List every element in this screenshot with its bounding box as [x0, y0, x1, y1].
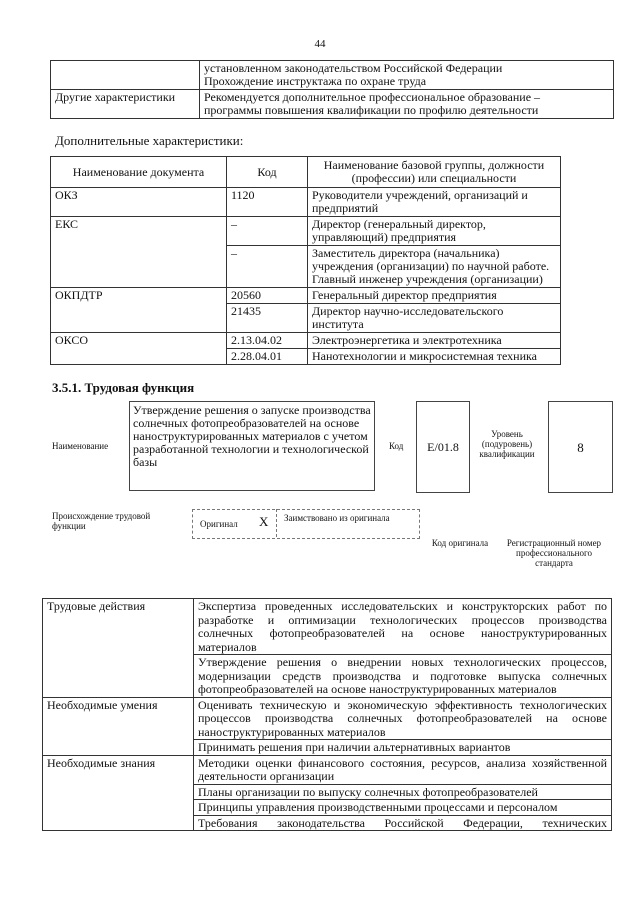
row-value — [200, 61, 614, 90]
table-row — [51, 333, 561, 349]
code-value-box — [416, 401, 470, 493]
table-header-row — [51, 157, 561, 188]
row-line: Прохождение инструктажа по охране труда — [204, 74, 427, 88]
cell-name: Директор научно-исследовательского института — [308, 304, 561, 333]
level-label: Уровень (подуровень) квалификации — [479, 429, 535, 459]
name-label: Наименование — [52, 441, 109, 451]
knowledge-label: Необходимые знания — [43, 755, 194, 831]
table-row — [43, 599, 612, 655]
row-label — [51, 61, 200, 90]
cell-code: 21435 — [227, 304, 308, 333]
knowledge-item: Методики оценки финансового состояния, ресурсов, анализа хозяйственной деятельности организации — [194, 755, 612, 784]
code-label: Код — [389, 441, 404, 451]
cell-name: Генеральный директор предприятия — [308, 288, 561, 304]
table-row — [43, 755, 612, 784]
cell-doc: ОКЗ — [51, 188, 227, 217]
skills-label: Необходимые умения — [43, 697, 194, 755]
row-value — [200, 90, 614, 119]
header-name: Наименование базовой группы, должности (профессии) или специальности — [308, 157, 561, 188]
origin-label: Происхождение трудовой функции — [52, 511, 151, 531]
cell-code: – — [227, 246, 308, 288]
knowledge-item-text: Требования законодательства Российской Федерации, технических — [198, 815, 607, 830]
origin-divider — [276, 509, 278, 537]
code-value: E/01.8 — [427, 439, 459, 454]
cell-doc: ЕКС — [51, 217, 227, 288]
actions-label: Трудовые действия — [43, 599, 194, 698]
cell-code: 2.13.04.02 — [227, 333, 308, 349]
cell-code: – — [227, 217, 308, 246]
page-number: 44 — [314, 38, 326, 50]
cell-code: 2.28.04.01 — [227, 349, 308, 365]
function-details-table — [42, 598, 612, 831]
table-row — [43, 697, 612, 740]
cell-name: Руководители учреждений, организаций и предприятий — [308, 188, 561, 217]
row-line: Рекомендуется дополнительное профессиональное образование – — [204, 90, 541, 104]
header-code: Код — [227, 157, 308, 188]
cell-name: Нанотехнологии и микросистемная техника — [308, 349, 561, 365]
cell-name: Электроэнергетика и электротехника — [308, 333, 561, 349]
table-row — [51, 61, 614, 90]
cell-name: Директор (генеральный директор, управляющий) предприятия — [308, 217, 561, 246]
top-characteristics-table — [50, 60, 614, 119]
row-line: программы повышения квалификации по профилю деятельности — [204, 103, 539, 117]
cell-name: Заместитель директора (начальника) учреждения (организации) по научной работе. Главный инженер учреждения (организации) — [308, 246, 561, 288]
section-title: 3.5.1. Трудовая функция — [52, 380, 195, 395]
level-value: 8 — [577, 439, 584, 455]
table-row — [51, 288, 561, 304]
cell-doc: ОКПДТР — [51, 288, 227, 333]
knowledge-item: Принципы управления производственными процессами и персоналом — [194, 800, 612, 816]
function-name-box: Утверждение решения о запуске производства солнечных фотопреобразователей на основе наноструктурированных материалов с учетом разработанной технологии и технологической базы — [129, 401, 375, 491]
original-label: Оригинал — [200, 519, 238, 529]
header-document: Наименование документа — [51, 157, 227, 188]
level-value-box — [548, 401, 613, 493]
cell-code: 1120 — [227, 188, 308, 217]
action-item: Утверждение решения о внедрении новых технологических процессов, модернизации средств производства и подготовке выпуска солнечных фотопреобразователей на основе наноструктурированных материалов — [194, 655, 612, 698]
table-row — [51, 188, 561, 217]
borrowed-label: Заимствовано из оригинала — [284, 513, 390, 523]
additional-characteristics-table — [50, 156, 561, 365]
code-original-label: Код оригинала — [431, 538, 489, 548]
row-label: Другие характеристики — [51, 90, 200, 119]
knowledge-item — [194, 815, 612, 831]
cell-doc: ОКСО — [51, 333, 227, 365]
knowledge-item: Планы организации по выпуску солнечных фотопреобразователей — [194, 784, 612, 800]
row-line: установленном законодательством Российской Федерации — [204, 61, 503, 75]
reg-number-label: Регистрационный номер профессионального стандарта — [506, 538, 602, 568]
table-row — [51, 90, 614, 119]
additional-title: Дополнительные характеристики: — [55, 133, 244, 148]
original-mark: X — [259, 514, 269, 529]
table-row — [51, 217, 561, 246]
action-item: Экспертиза проведенных исследовательских и конструкторских работ по разработке и оптимизации технологических процессов производства солнечных фотопреобразователей на основе наноструктурированных материалов — [194, 599, 612, 655]
skill-item: Оценивать техническую и экономическую эффективность технологических процессов производства солнечных фотопреобразователей на основе наноструктурированных материалов — [194, 697, 612, 740]
cell-code: 20560 — [227, 288, 308, 304]
skill-item: Принимать решения при наличии альтернативных вариантов — [194, 740, 612, 756]
